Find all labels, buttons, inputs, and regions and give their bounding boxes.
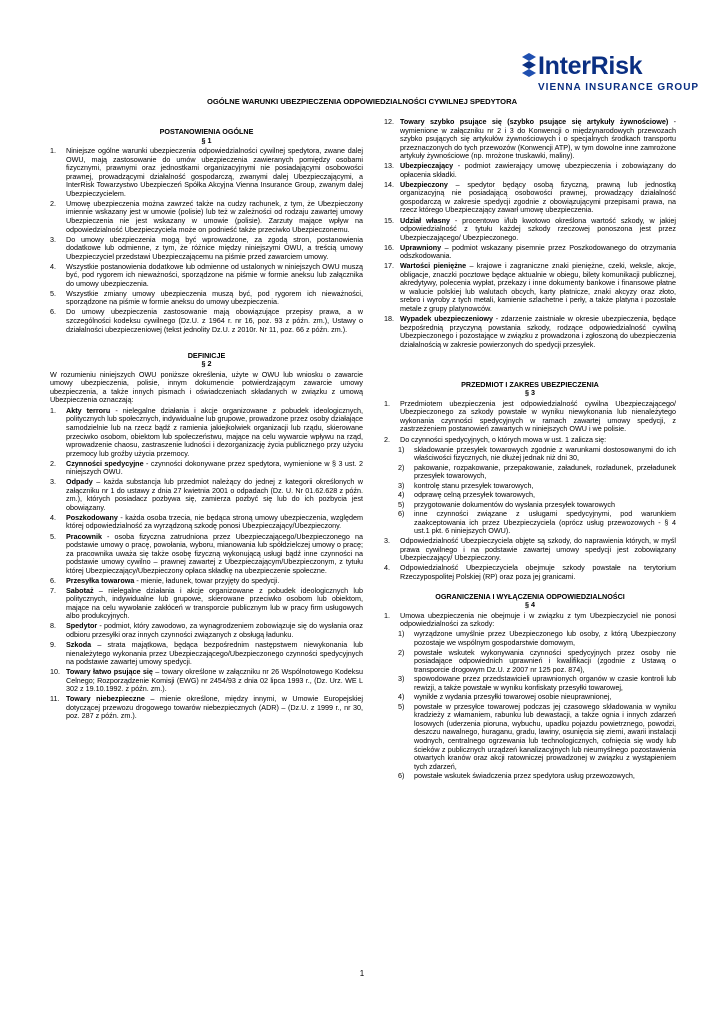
list-item (384, 675, 676, 692)
definitions-list (50, 407, 363, 721)
item-text (400, 244, 676, 261)
item-text (66, 407, 363, 458)
list-item (50, 263, 363, 289)
item-number: 6) (398, 509, 405, 519)
list-item (50, 641, 363, 667)
list-item (50, 460, 363, 477)
item-number: 1. (50, 405, 56, 415)
item-text (400, 181, 676, 215)
list-item (50, 236, 363, 262)
term: Ubezpieczający (400, 161, 454, 171)
definition: - mienie, ładunek, towar przyjęty do spedycji. (134, 575, 280, 585)
item-number: 12. (384, 117, 394, 126)
definition: - czynności dokonywane przez spedytora, wymienione w § 3 ust. 2 niniejszych OWU. (66, 458, 363, 477)
item-number: 5. (50, 531, 56, 541)
item-number: 3) (398, 674, 405, 684)
definition: – mienie określone, między innymi, w Umowie Europejskiej dotyczącej przewozu drogowego towarów niebezpiecznych (ADR) – (Dz.U. z 1999 r., nr 30, poz. 287 z późn. zm.). (66, 694, 363, 721)
list-item (384, 162, 676, 179)
section-3-sublist (384, 446, 676, 536)
item-text (400, 315, 676, 349)
item-text: Do umowy ubezpieczenia zastosowanie mają obowiązujące przepisy prawa, a w szczególności kodeksu cywilnego (Dz.U. z 1964 r. nr 16, poz. 93 z późn. zm.), Ustawy o działalności ubezpieczeniowej (tekst jednolity Dz.U. z 2010r. Nr 11, poz. 66 z późn. zm.). (66, 307, 363, 334)
term: Sabotaż (66, 585, 94, 595)
left-column (50, 118, 363, 723)
item-text: przygotowanie dokumentów do wysłania przesyłek towarowych (414, 499, 615, 509)
term: Spedytor (66, 621, 98, 631)
section-1-title: POSTANOWIENIA OGÓLNE (159, 127, 254, 136)
list-item (384, 649, 676, 675)
item-text: Do umowy ubezpieczenia mogą być wprowadzone, za zgodą stron, postanowienia dodatkowe lub odmienne, z tym, że różnice między niniejszymi OWU, a treścią umowy Ubezpieczyciel przedstawi Ubezpieczającemu na piśmie przed zawarciem umowy. (66, 234, 363, 261)
section-2-title: DEFINICJE (187, 350, 226, 360)
list-item (384, 693, 676, 702)
list-item (384, 464, 676, 481)
item-number: 1. (50, 146, 56, 156)
list-item (384, 510, 676, 536)
list-item (50, 147, 363, 198)
item-text: Niniejsze ogólne warunki ubezpieczenia odpowiedzialności cywilnej spedytora, zwane dalej OWU, mają zastosowanie do umów ubezpieczenia zawieranych pomiędzy osobami fizycznymi, prawnymi oraz jednostkami organizacyjnymi nie posiadającymi osobowości prawnej, prowadzącymi działalność gospodarczą, zwanymi dalej Ubezpieczającymi, a InterRisk Towarzystwo Ubezpieczeń Spółka Akcyjna Vienna Insurance Group, zwanym dalej Ubezpieczycielem. (66, 146, 363, 198)
item-number: 5. (50, 288, 56, 298)
section-3-number: § 3 (525, 388, 535, 398)
item-text: spowodowane przez przedstawicieli uprawnionych organów w czasie kontroli lub rewizji, a także powstałe w wyniku konfiskaty przesyłki towarowej, (414, 674, 676, 692)
list-item (50, 587, 363, 621)
definition: – każda substancja lub przedmiot należący do jednej z kategorii określonych w załączniku nr 1 do ustawy z dnia 27 kwietnia 2001 o odpadach (Dz. U. Nr 01.62.628 z późn. zm.), których posiadacz pozbywa się, zamierza pozbyć się lub do ich pozbycia jest obowiązany. (66, 477, 363, 512)
item-text: wyrządzone umyślnie przez Ubezpieczonego lub osoby, z którą Ubezpieczony pozostaje we wspólnym gospodarstwie domowym, (414, 629, 676, 647)
definition: - nielegalne działania i akcje organizowane z pobudek ideologicznych, politycznych lub społecznych, indywidualne lub grupowe, prowadzone przez osoby działające samodzielnie lub na rzecz bądź z ramienia jakiejkolwiek organizacji lub rządu, skierowane przeciwko osobom, obiektom lub społeczeństwu, mające na celu wywarcie wpływu na rząd, wprowadzenie chaosu, zastraszenie ludności i dezorganizację życia publicznego przy użyciu przemocy lub groźby użycia przemocy. (66, 405, 363, 458)
list-item (50, 533, 363, 576)
item-text: Umowę ubezpieczenia można zawrzeć także na cudzy rachunek, z tym, że Ubezpieczony imiennie wskazany jest w umowie (polisie) lub też w zależności od rodzaju zawartej umowy Ubezpieczenia nie jest wskazany w umowie (polisie). Zarzuty mające wpływ na odpowiedzialność Ubezpieczyciela może on podnieść także przeciwko Ubezpieczonemu. (66, 198, 363, 234)
item-text: powstałe wskutek świadczenia przez spedytora usług przewozowych, (414, 771, 635, 781)
list-item (384, 501, 676, 510)
item-number: 11. (50, 694, 60, 704)
definition: – strata majątkowa, będąca bezpośrednim następstwem niewykonania lub nienależytego wykonania przez Ubezpieczającego/Ubezpieczonego czynności spedycyjnych na podstawie zawartej umowy spedycji. (66, 640, 363, 667)
item-text (400, 217, 676, 243)
logo-brand: InterRisk (538, 52, 643, 80)
list-item (50, 577, 363, 586)
item-number: 6) (398, 771, 405, 781)
item-number: 14. (384, 179, 394, 189)
item-number: 2) (398, 462, 405, 472)
term: Towary niebezpieczne (66, 694, 145, 704)
item-number: 13. (384, 161, 394, 171)
item-text: powstałe w przesyłce towarowej podczas jej czasowego składowania w wyniku kradzieży z włamaniem, rabunku lub dewastacji, a także ognia i innych zdarzeń losowych (uderzenia pioruna, wybuchu, upadku pojazdu powietrznego, powodzi, deszczu nawalnego, huraganu, gradu, lawiny, osunięcia się ziemi, awarii instalacji wodnych, centralnego ogrzewania lub technologicznych, cofnięcia się wody lub ścieków z publicznych urządzeń kanalizacyjnych lub nieumyślnego pozostawienia otwartych kranów oraz akcji ratowniczej prowadzonej w związku z wystąpieniem tych zdarzeń, (414, 701, 676, 771)
list-item (384, 118, 676, 161)
term: Przesyłka towarowa (66, 575, 135, 585)
definition: – krajowe i zagraniczne znaki pieniężne, czeki, weksle, akcje, obligacje, znaczki pocztowe będące aktualnie w obiegu, bilety komunikacji publicznej, akredytywy, polecenia wypłat, przekazy i inne dokumenty bankowe i finansowe płatne w walucie polskiej lub walutach obcych, karty płatnicze, znaki akcyzy oraz złoto, srebro i wyroby z tych metali, kamienie szlachetne i perły, a także platyna i pozostałe metale z grupy platynowców. (400, 261, 676, 313)
item-number: 7. (50, 585, 56, 595)
list-item (50, 407, 363, 458)
section-4-title: OGRANICZENIA I WYŁĄCZENIA ODPOWIEDZIALNOŚCI (435, 591, 625, 601)
item-text (66, 695, 363, 721)
list-item (384, 482, 676, 491)
term: Czynności spedycyjne (66, 458, 144, 468)
section-1-number: § 1 (201, 135, 212, 145)
definition: - wymienione w załączniku nr 2 i 3 do Konwencji o międzynarodowych przewozach szybko psujących się artykułów żywnościowych i o specjalnych środkach transportu przeznaczonych do tych przewozów (Konwencji ATP), w tym dowolne inne zamrożone artykuły żywnościowe (np. mrożone truskawki, maliny). (400, 117, 676, 161)
list-item (384, 491, 676, 500)
term: Szkoda (66, 640, 92, 650)
list-item: 3. Odpowiedzialność Ubezpieczyciela objęte są szkody, do naprawienia których, w myśl prawa cywilnego i na podstawie zawartej umowy spedycji jest zobowiązany Ubezpieczający/ Ubezpieczony. (384, 536, 676, 563)
term: Uprawniony (400, 242, 442, 252)
item-text: wynikłe z wydania przesyłki towarowej osobie nieuprawnionej, (414, 692, 612, 702)
interrisk-mark-icon (520, 53, 538, 81)
definition: – nielegalne działania i akcje organizowane z pobudek ideologicznych lub politycznych, indywidualne lub grupowe, skierowane przeciwko osobom lub obiektom, mające na celu wywołanie zakłóceń w transporcie publicznym lub w pracy firm usługowych albo produkcyjnych. (66, 585, 363, 621)
definition: – towary określone w załączniku nr 26 Wspólnotowego Kodeksu Celnego; Rozporządzenie Komisji (EWG) nr 2454/93 z dnia 02 lipca 1993 r., (Dz. Urz. WE L 302 z 19.10.1992. z późn. zm.). (66, 667, 363, 694)
item-text (66, 641, 363, 667)
item-number: 1) (398, 629, 405, 639)
list-item (50, 478, 363, 512)
item-text: pakowanie, rozpakowanie, przepakowanie, załadunek, rozładunek, przeładunek przesyłek towarowych, (414, 462, 676, 481)
term: Towary szybko psujące się (szybko psujące się artykuły żywnościowe) (400, 117, 669, 126)
list-item (384, 262, 676, 313)
item-text: Wszystkie zmiany umowy ubezpieczenia muszą być, pod rygorem ich nieważności, sporządzone na piśmie w formie aneksu do umowy ubezpieczenia. (66, 288, 363, 307)
term: Wartości pieniężne (400, 261, 467, 271)
definition: – spedytor będący osobą fizyczną, prawną lub jednostką organizacyjną nie posiadającą osobowości prawnej, prowadzący działalność gospodarczą w zakresie spedycji zgodnie z obowiązującymi przepisami prawa, na rzecz którego Ubezpieczający zawarł umowę ubezpieczenia. (400, 179, 676, 215)
term: Ubezpieczony (400, 179, 448, 189)
item-text (66, 668, 363, 694)
item-number: 10. (50, 667, 60, 677)
item-text: powstałe wskutek wykonywania czynności spedycyjnych przez osoby nie posiadające odpowiednich uprawnień i kwalifikacji (zgodnie z Ustawą o transporcie drogowym Dz.U. z 2007 nr 125 poz. 874), (414, 647, 676, 674)
list-item (384, 244, 676, 261)
term: Pracownik (66, 531, 102, 541)
item-number: 3) (398, 480, 405, 490)
definition: - osoba fizyczna zatrudniona przez Ubezpieczającego/Ubezpieczonego na podstawie umowy o pracę, powołania, wyboru, mianowania lub spółdzielczej umowy o pracę; za pracownika uważa się także osobę fizyczną wykonującą usługi bądź inne czynności na podstawie umowy cywilno – prawnej zawartej z Ubezpieczającym/Ubezpieczonym, z tytułu której Ubezpieczający/Ubezpieczony opłaca składkę na ubezpieczenie społeczne. (66, 531, 363, 575)
list-item (50, 290, 363, 307)
list-item (384, 315, 676, 349)
page-number: 1 (359, 969, 365, 978)
item-number: 5) (398, 701, 405, 711)
document-title: OGÓLNE WARUNKI UBEZPIECZENIA ODPOWIEDZIALNOŚCI CYWILNEJ SPEDYTORA (206, 97, 518, 106)
list-item (50, 514, 363, 531)
definition: – podmiot wskazany pisemnie przez Poszkodowanego do otrzymania odszkodowania. (400, 242, 676, 261)
item-text (400, 262, 676, 313)
item-number: 5) (398, 499, 405, 509)
item-text (66, 533, 363, 576)
list-item (384, 630, 676, 647)
definition: - podmiot zawierający umowę ubezpieczenia i zobowiązany do opłacenia składki. (400, 161, 676, 179)
item-number: 4. (50, 512, 56, 522)
definition: - podmiot, który zawodowo, za wynagrodzeniem zobowiązuje się do wysłania oraz odbioru przesyłki oraz innych czynności związanych z obsługą ładunku. (66, 621, 363, 640)
item-number: 17. (384, 261, 394, 271)
item-text: kontrolę stanu przesyłek towarowych, (414, 480, 534, 490)
item-number: 6. (50, 307, 56, 317)
item-text (400, 162, 676, 179)
item-number: 6. (50, 575, 56, 585)
term: Odpady (66, 477, 93, 487)
item-number: 3. (50, 234, 56, 244)
logo-tagline: VIENNA INSURANCE GROUP (538, 82, 700, 93)
item-number: 15. (384, 215, 394, 225)
item-text (66, 460, 363, 477)
list-item (50, 200, 363, 234)
list-item (384, 181, 676, 215)
list-item: 1. Przedmiotem ubezpieczenia jest odpowiedzialność cywilna Ubezpieczającego/ Ubezpieczonego za szkody powstałe w wyniku niewykonania lub nienależytego wykonania czynności spedycyjnych w ramach zawartej umowy spedycji, z zastrzeżeniem postanowień zawartych w niniejszych OWU i we polisie. (384, 398, 676, 434)
item-text (66, 514, 363, 531)
item-text: składowanie przesyłek towarowych zgodnie z warunkami dostosowanymi do ich właściwości fizycznych, nie dłużej jednak niż dni 30, (414, 444, 676, 463)
item-text (400, 118, 676, 161)
section-2-intro: W rozumieniu niniejszych OWU poniższe określenia, użyte w OWU lub wniosku o zawarcie umowy ubezpieczenia, polisie, innym dokumencie potwierdzającym zawarcie umowy ubezpieczenia, a także innych pismach i oświadczeniach składanych w związku z umową Ubezpieczenia oznaczają: (50, 369, 363, 405)
term: Udział własny (400, 215, 451, 225)
item-number: 1) (398, 444, 405, 454)
item-number: 9. (50, 640, 56, 650)
item-number: 2) (398, 647, 405, 657)
item-text (66, 622, 363, 639)
definitions-list-continued (384, 118, 676, 349)
definition: - zdarzenie zaistniałe w okresie ubezpieczenia, będące bezpośrednią przyczyną powstania szkody, rodzące odpowiedzialność cywilną Ubezpieczonego i pozostające w związku z prowadzona i zgłoszoną do ubezpieczenia działalnością w zakresie powierzonych do spedycji przesyłek. (400, 314, 676, 349)
list-item (50, 622, 363, 639)
definition: - każda osoba trzecia, nie będąca stroną umowy ubezpieczenia, względem której odpowiedzialność za wyrządzoną szkodę ponosi Ubezpieczający/Ubezpieczony. (66, 512, 363, 531)
item-text (66, 577, 363, 586)
item-text (66, 587, 363, 621)
item-number: 4) (398, 490, 405, 500)
term: Wypadek ubezpieczeniowy (400, 314, 493, 324)
right-column (384, 118, 676, 782)
term: Poszkodowany (66, 512, 118, 522)
term: Akty terroru (66, 405, 111, 415)
list-item (384, 217, 676, 243)
list-item (384, 772, 676, 781)
section-1-list (50, 147, 363, 334)
list-item (50, 695, 363, 721)
list-item: 1. Umowa ubezpieczenia nie obejmuje i w związku z tym Ubezpieczyciel nie ponosi odpowiedzialności za szkody: (384, 610, 676, 629)
item-number: 3. (50, 477, 56, 487)
item-number: 2. (50, 198, 56, 208)
term: Towary łatwo psujące się (66, 667, 153, 677)
section-2-number: § 2 (201, 359, 212, 369)
section-4-sublist (384, 630, 676, 780)
section-4-number: § 4 (525, 600, 535, 610)
item-number: 8. (50, 621, 56, 631)
list-item (50, 308, 363, 334)
definition: - procentowo i/lub kwotowo określona wartość szkody, w jakiej odpowiedzialność z tytułu każdej szkody rzeczowej ponoszona jest przez Ubezpieczającego/ Ubezpieczonego. (400, 215, 676, 242)
item-number: 16. (384, 242, 394, 252)
section-3-title: PRZEDMIOT I ZAKRES UBEZPIECZENIA (461, 379, 599, 389)
item-text: odprawę celną przesyłek towarowych, (414, 490, 536, 500)
item-number: 18. (384, 314, 394, 324)
item-number: 4) (398, 692, 405, 702)
item-text: inne czynności związane z usługami spedycyjnymi, pod warunkiem zaakceptowania ich przez Ubezpieczyciela (oprócz usług przewozowych - § 4 ust.1 pkt. 6 niniejszych OWU). (414, 509, 676, 536)
item-number: 4. (50, 261, 56, 271)
item-text (66, 478, 363, 512)
list-item: 4. Odpowiedzialność Ubezpieczyciela obejmuje szkody powstałe na terytorium Rzeczypospolitej Polskiej (RP) oraz poza jej granicami. (384, 563, 676, 581)
company-logo (520, 52, 705, 97)
list-item (384, 446, 676, 463)
item-number: 2. (50, 458, 56, 468)
list-item: 2. Do czynności spedycyjnych, o których mowa w ust. 1 zalicza się: (384, 434, 607, 444)
list-item (384, 703, 676, 771)
list-item (50, 668, 363, 694)
item-text: Wszystkie postanowienia dodatkowe lub odmienne od ustalonych w niniejszych OWU muszą być, pod rygorem ich nieważności, sporządzone na piśmie w formie aneksu lub załącznika do umowy ubezpieczenia. (66, 261, 363, 288)
